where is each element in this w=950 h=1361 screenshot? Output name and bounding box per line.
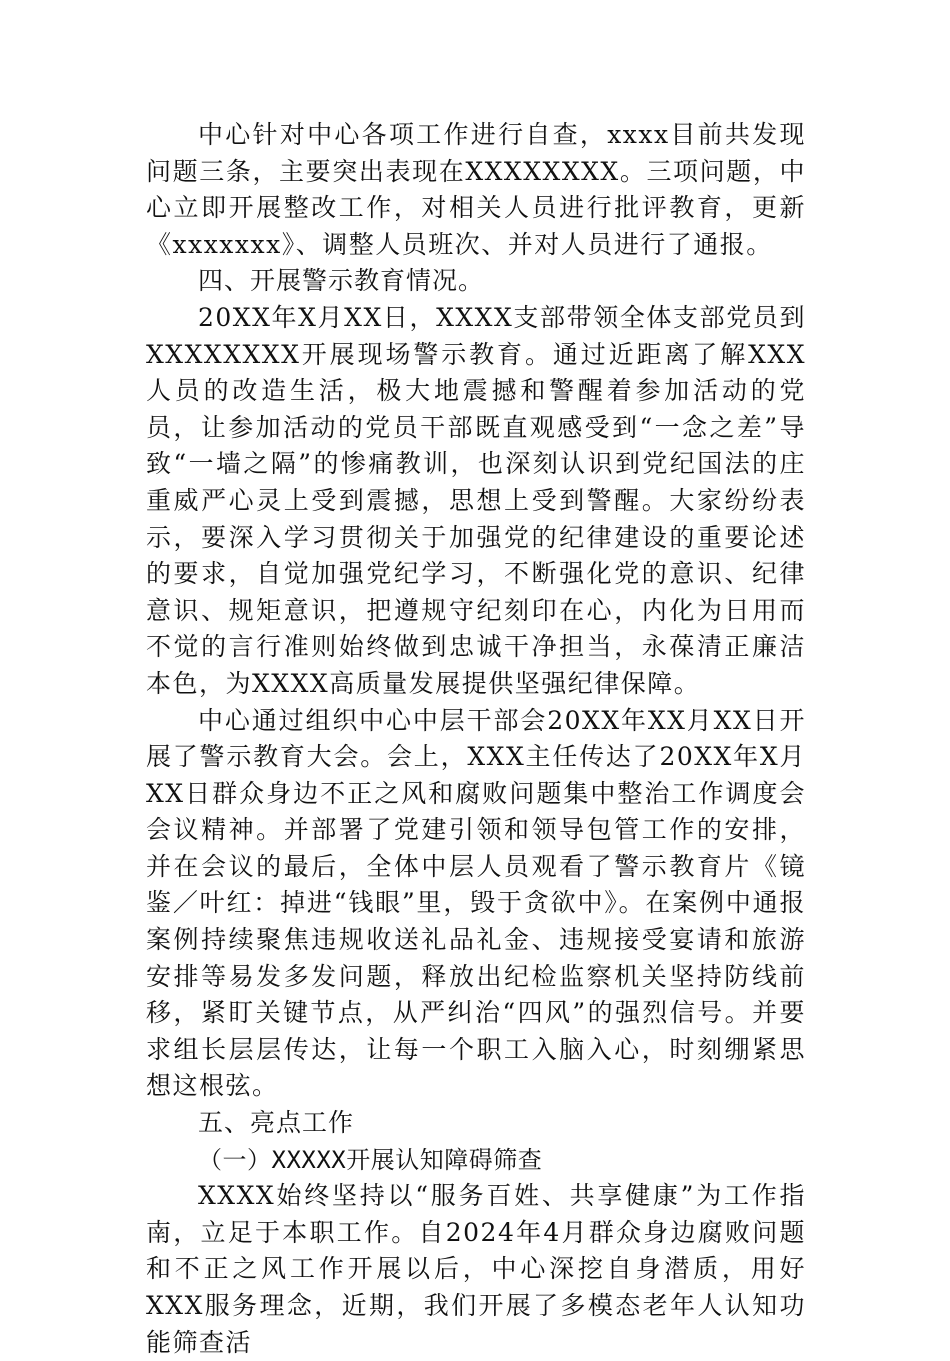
section-heading-warning-education: 四、开展警示教育情况。 xyxy=(198,266,485,296)
paragraph-cognitive-screening: XXXX始终坚持以“服务百姓、共享健康”为工作指南，立足于本职工作。自2024年4月群众身边腐败问题和不正之风工作开展以后，中心深挖自身潜质，用好XXX服务理念，近期，我们开展了多模态老年人认知功能筛查活 xyxy=(146,1181,806,1357)
subsection-heading-cognitive-screening: （一）XXXXX开展认知障碍筛查 xyxy=(198,1145,543,1174)
document-body xyxy=(146,117,806,1361)
paragraph-self-inspection: 中心针对中心各项工作进行自查，xxxx目前共发现问题三条，主要突出表现在XXXXXXXX。三项问题，中心立即开展整改工作，对相关人员进行批评教育，更新《xxxxxxx》、调整人员班次、并对人员进行了通报。 xyxy=(146,120,806,259)
section-heading-highlights: 五、亮点工作 xyxy=(198,1108,355,1138)
paragraph-warning-education-meeting: 中心通过组织中心中层干部会20XX年XX月XX日开展了警示教育大会。会上，XXX主任传达了20XX年X月XX日群众身边不正之风和腐败问题集中整治工作调度会会议精神。并部署了党建引领和领导包管工作的安排，并在会议的最后，全体中层人员观看了警示教育片《镜鉴／叶红：掉进“钱眼”里，毁于贪欲中》。在案例中通报案例持续聚焦违规收送礼品礼金、违规接受宴请和旅游安排等易发多发问题，释放出纪检监察机关坚持防线前移，紧盯关键节点，从严纠治“四风”的强烈信号。并要求组长层层传达，让每一个职工入脑入心，时刻绷紧思想这根弦。 xyxy=(146,705,806,1101)
paragraph-onsite-warning-education: 20XX年X月XX日，XXXX支部带领全体支部党员到XXXXXXXX开展现场警示教育。通过近距离了解XXX人员的改造生活，极大地震撼和警醒着参加活动的党员，让参加活动的党员干部既直观感受到“一念之差”导致“一墙之隔”的惨痛教训，也深刻认识到党纪国法的庄重威严心灵上受到震撼，思想上受到警醒。大家纷纷表示，要深入学习贯彻关于加强党的纪律建设的重要论述的要求，自觉加强党纪学习，不断强化党的意识、纪律意识、规矩意识，把遵规守纪刻印在心，内化为日用而不觉的言行准则始终做到忠诚干净担当，永葆清正廉洁本色，为XXXX高质量发展提供坚强纪律保障。 xyxy=(146,302,806,698)
